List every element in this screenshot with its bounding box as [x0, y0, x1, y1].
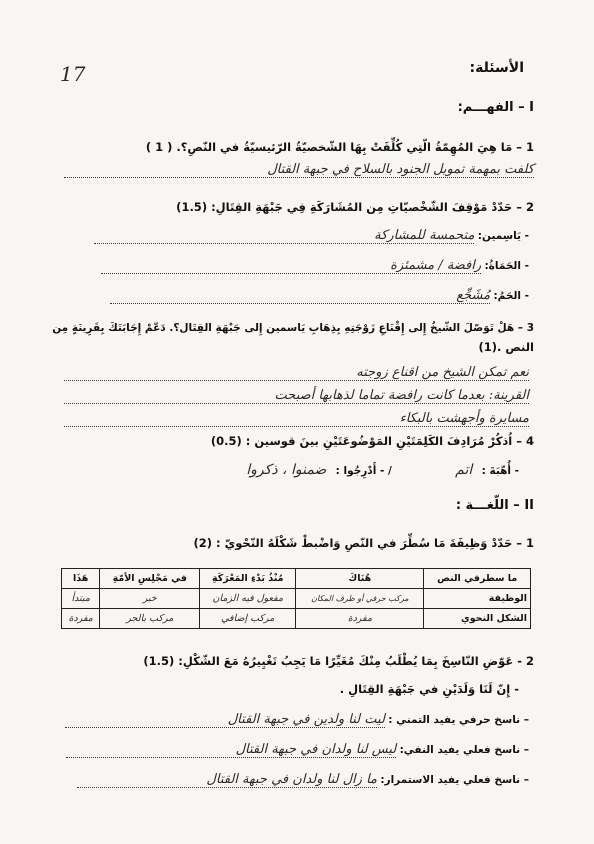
row-label: الشكل النحوي — [424, 609, 531, 629]
q4-synonyms-row — [246, 462, 519, 478]
question-2: 2 – حَدّدْ مَوْقِفَ الشّخْصيّاتِ مِن المُشَارَكَةِ فِي جَبْهَةِ القِتَالِ: (1.5) — [176, 200, 534, 214]
page-number: 17 — [60, 62, 86, 86]
grammar-table — [61, 568, 531, 629]
transform-answer: ليت لنا ولدين في جبهة القتال — [65, 712, 385, 728]
table-cell: مفردة — [62, 609, 100, 629]
synonym-answer-2: ضمنوا ، ذكروا — [246, 462, 327, 478]
grammar-question-1: 1 – حَدّدْ وَظِيفَةَ مَا سُطِّرَ في النّصِ وَاضْبطْ شَكْلَهُ النّحْويّ : (2) — [193, 536, 534, 550]
table-cell: مركب بالجر — [100, 609, 200, 629]
question-3-continued: النص .(1) — [478, 340, 534, 354]
transform-row-negation — [59, 742, 529, 758]
q2-row-label: - الحَمُ: — [493, 290, 529, 302]
table-cell: مفعول فيه الزمان — [200, 589, 296, 609]
table-header: هُنَاكَ — [296, 569, 424, 589]
table-cell: مركب إضافي — [200, 609, 296, 629]
synonym-label-1: - أُهّبَةَ : — [481, 465, 519, 477]
section-comprehension-title: I – الفهـــم: — [457, 100, 534, 115]
q2-row-answer: رافضة / مشمئزة — [101, 258, 481, 274]
questions-header: الأسئلة: — [469, 60, 524, 76]
transform-answer: ما زال لنا ولدان في جبهة القتال — [77, 772, 377, 788]
answer-1: كلفت بمهمة تمويل الجنود بالسلاح في جبهة القتال — [64, 162, 534, 178]
question-1: 1 – مَا هِيَ المُهِمّةُ الّتِي كُلِّفَتْ بِهَا الشّخصيّةُ الرّئيسيّةُ في النّصِ؟. ( 1 ) — [145, 140, 534, 154]
transform-label: – ناسخ فعلي يفيد الاستمرار: — [380, 774, 529, 786]
question-3: 3 – هَلْ تَوَصّلَ الشّيخُ إِلى إِقْنَاعِ زَوْجَتِهِ بِذِهَابِ يَاسمين إِلى جَبْهَةِ القِتَال؟. دَعّمْ إِجَابَتَكَ بِقَرِينَةٍ مِن — [52, 322, 534, 334]
table-row — [62, 589, 531, 609]
transform-row-wish — [59, 712, 529, 728]
q2-row-label: - الحَمَاةُ: — [484, 260, 529, 272]
table-header: في مَجْلِسِ الأمّةِ — [100, 569, 200, 589]
table-header: مُنْذُ بَدْءِ المَعْرَكَةِ — [200, 569, 296, 589]
q2-row-mother-in-law — [69, 258, 529, 274]
transform-row-continuity — [59, 772, 529, 788]
table-row — [62, 609, 531, 629]
answer-3-line-2: القرينة: بعدما كانت رافضة تماما لذهابها أصبحت — [64, 388, 529, 404]
answer-3-line-1: نعم تمكن الشيخ من اقناع زوجته — [64, 365, 529, 381]
table-header-row — [62, 569, 531, 589]
table-cell: مركب حرفي أو ظرف المكان — [296, 589, 424, 609]
q2-row-yasmine — [69, 228, 529, 244]
row-label: الوظيفة — [424, 589, 531, 609]
transform-label: – ناسخ فعلي يفيد النفي: — [399, 744, 529, 756]
answer-3-line-3: مسايرة وأجهشت بالبكاء — [64, 411, 529, 427]
table-cell: مفردة — [296, 609, 424, 629]
section-language-title: II – اللّغـــة : — [455, 498, 534, 513]
q2-row-answer: متحمسة للمشاركة — [94, 228, 474, 244]
synonym-answer-1: اتم — [455, 462, 473, 478]
transform-answer: ليس لنا ولدان في جبهة القتال — [66, 742, 396, 758]
table-cell: مبتدأ — [62, 589, 100, 609]
synonym-label-2: / - أَدْرِجُوا : — [335, 465, 392, 477]
table-header: هَذَا — [62, 569, 100, 589]
table-header: ما سطرفي النص — [424, 569, 531, 589]
question-4: 4 – اُذكُرْ مُرَادِفَ الكَلِمَتَيْنِ المَوْضُوعَتَيْنِ بينَ قوسين : (0.5) — [210, 434, 534, 448]
transform-label: – ناسخ حرفي يفيد التمني : — [388, 714, 529, 726]
q2-row-answer: مُشَجِّع — [110, 288, 490, 304]
q2-row-father-in-law — [69, 288, 529, 304]
grammar-question-2: 2 - عَوّضِ النّاسِخَ بِمَا يُطْلَبُ مِنْكَ مُغَيِّرًا مَا يَجِبُ تَغْيِيرُهُ مَعَ الشّكْلِ: (1.5) — [143, 654, 534, 668]
table-cell: خبر — [100, 589, 200, 609]
q2-row-label: - يَاسِمين: — [477, 230, 529, 242]
grammar-sentence: - إِنّ لَنَا وَلَدَيْنِ في جَبْهَةِ القِتَالِ . — [339, 682, 519, 696]
